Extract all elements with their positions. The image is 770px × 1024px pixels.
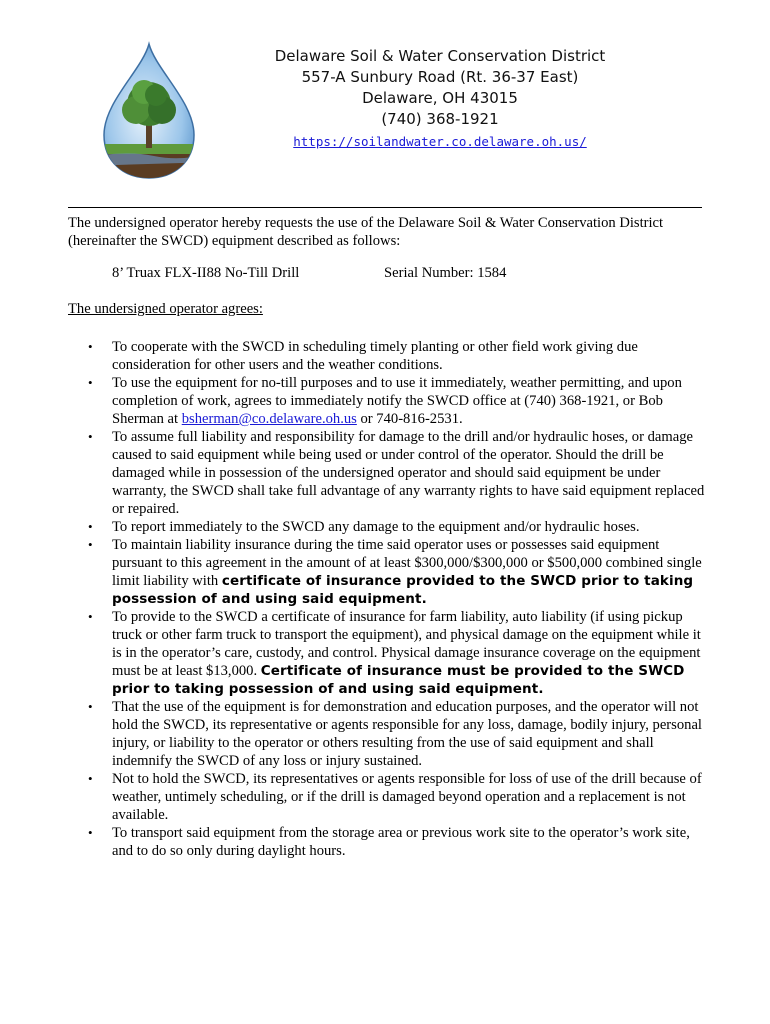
- equipment-line: [112, 264, 708, 282]
- bullet-icon: •: [88, 771, 93, 786]
- bullet-icon: •: [88, 375, 93, 390]
- list-item: • To transport said equipment from the storage area or previous work site to the operator’s work site, and to do so only during daylight hours.: [88, 825, 690, 859]
- bullet-icon: •: [88, 825, 93, 840]
- bullet-icon: •: [88, 537, 93, 552]
- list-item: • To maintain liability insurance during the time said operator uses or possesses said equipment pursuant to this agreement in the amount of at least $300,000/$300,000 or $500,000 combined single limit liability with certificate of insurance provided to the SWCD prior to taking possession of and using said equipment.: [88, 537, 702, 607]
- website-link[interactable]: https://soilandwater.co.delaware.oh.us/: [293, 134, 587, 149]
- certificate-requirement-bold: Certificate of insurance must be provided to the SWCD prior to taking possession of and using said equipment.: [112, 663, 685, 697]
- equipment-name: 8’ Truax FLX-II88 No-Till Drill: [112, 265, 300, 281]
- bullet-icon: •: [88, 519, 93, 534]
- document-body: [68, 214, 708, 860]
- bullet-icon: •: [88, 339, 93, 354]
- list-item: • To report immediately to the SWCD any damage to the equipment and/or hydraulic hoses.: [88, 519, 640, 535]
- list-item: • To provide to the SWCD a certificate of insurance for farm liability, auto liability (if using pickup truck or other farm truck to transport the equipment), and physical damage on the equipment while it is in the operator’s care, custody, and control. Physical damage insurance coverage on the equipment must be at least $13,000. Certificate of insurance must be provided to the SWCD prior to taking possession of and using said equipment.: [88, 609, 701, 697]
- divider-line: [68, 207, 702, 208]
- list-item: • To use the equipment for no-till purposes and to use it immediately, weather permitting, and upon completion of work, agrees to immediately notify the SWCD office at (740) 368-1921, or Bob Sherman at bsherman@co.delaware.oh.us or 740-816-2531.: [88, 375, 682, 427]
- bullet-icon: •: [88, 429, 93, 444]
- letterhead: [228, 46, 652, 152]
- phone-number: (740) 368-1921: [381, 110, 499, 128]
- agrees-heading: The undersigned operator agrees:: [68, 301, 263, 317]
- agreement-list: [68, 338, 708, 860]
- email-link[interactable]: bsherman@co.delaware.oh.us: [181, 411, 357, 427]
- list-item: • To assume full liability and responsibility for damage to the drill and/or hydraulic hoses, or damage caused to said equipment while being used or under control of the operator. Should the drill be damaged while in possession of the undersigned operator and should said equipment be under warranty, the SWCD shall take full advantage of any warranty rights to have said equipment replaced or repaired.: [88, 429, 705, 517]
- serial-number: Serial Number: 1584: [384, 265, 507, 281]
- address-line-2: Delaware, OH 43015: [362, 89, 518, 107]
- list-item: • That the use of the equipment is for demonstration and education purposes, and the operator will not hold the SWCD, its representative or agents responsible for any loss, damage, bodily injury, personal injury, or liability to the operator or others resulting from the use of said equipment and shall indemnify the SWCD of any loss or injury sustained.: [88, 699, 702, 769]
- address-line-1: 557-A Sunbury Road (Rt. 36-37 East): [301, 68, 579, 86]
- org-name: Delaware Soil & Water Conservation District: [274, 47, 606, 65]
- bullet-icon: •: [88, 699, 93, 714]
- list-item: • Not to hold the SWCD, its representatives or agents responsible for loss of use of the drill because of weather, untimely scheduling, or if the drill is damaged beyond operation and a replacement is not available.: [88, 771, 702, 823]
- intro-paragraph: The undersigned operator hereby requests the use of the Delaware Soil & Water Conservation District (hereinafter the SWCD) equipment described as follows:: [68, 215, 664, 249]
- insurance-requirement-bold: certificate of insurance provided to the SWCD prior to taking possession of and using said equipment.: [112, 573, 694, 607]
- list-item: • To cooperate with the SWCD in scheduling timely planting or other field work giving due consideration for other users and the weather conditions.: [88, 339, 638, 373]
- water-drop-tree-logo: [84, 40, 214, 180]
- bullet-icon: •: [88, 609, 93, 624]
